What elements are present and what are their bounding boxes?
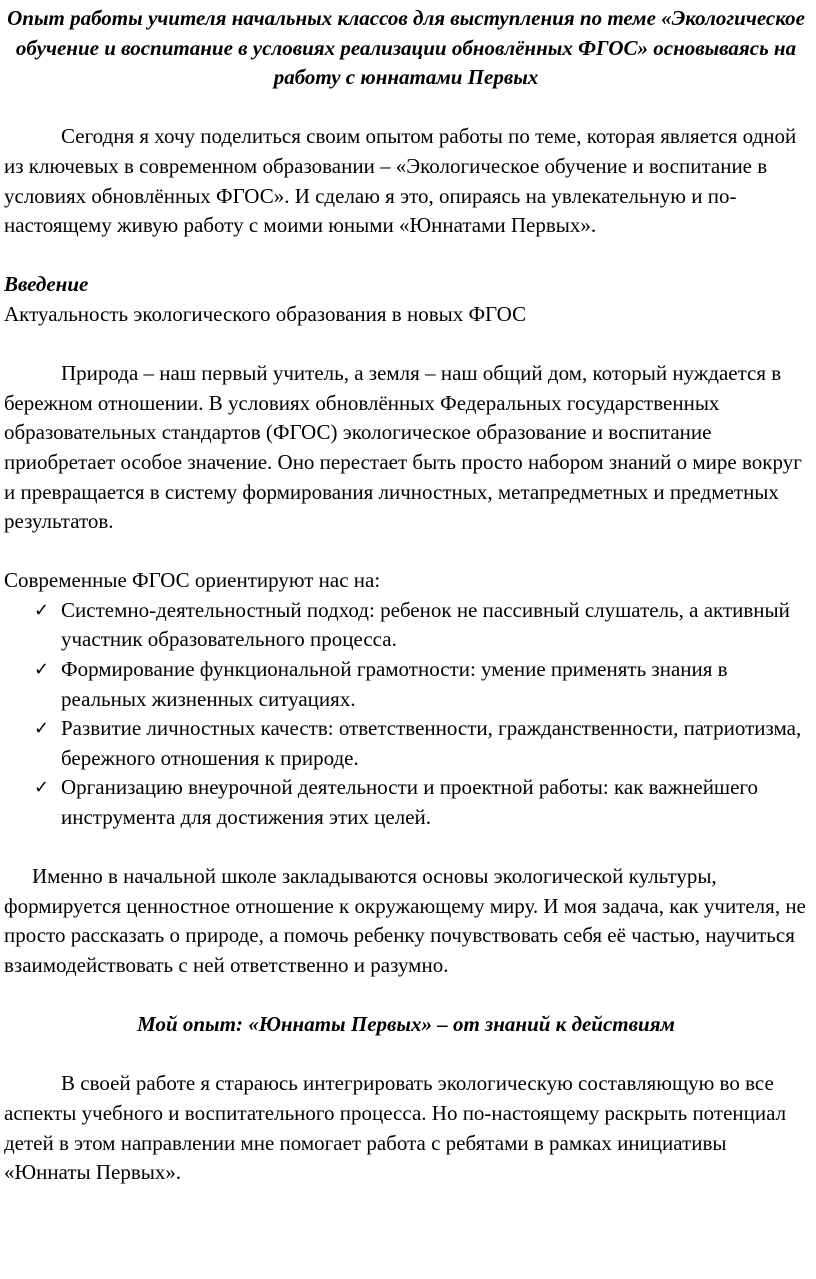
document-title: Опыт работы учителя начальных классов для выступления по теме «Экологическое обучение и воспитание в условиях реализации обновлённых ФГОС» основываясь на работу с юннатами Первых [7, 6, 805, 90]
nature-paragraph: Природа – наш первый учитель, а земля – наш общий дом, который нуждается в бережном отношении. В условиях обновлённых Федеральных государственных образовательных стандартов (ФГОС) экологическое образование и воспитание приобретает особое значение. Оно перестает быть просто набором знаний о мире вокруг и превращается в систему формирования личностных, метапредметных и предметных результатов. [4, 361, 802, 534]
introduction-subheading: Актуальность экологического образования в новых ФГОС [4, 301, 527, 326]
spacer [4, 833, 808, 863]
checkmark-icon: ✓ [34, 659, 50, 681]
checkmark-icon: ✓ [34, 777, 50, 799]
checklist-item [4, 714, 808, 773]
checkmark-icon: ✓ [34, 718, 50, 740]
experience-heading: Мой опыт: «Юннаты Первых» – от знаний к действиям [137, 1012, 675, 1037]
primary-school-paragraph: Именно в начальной школе закладываются основы экологической культуры, формируется ценностное отношение к окружающему миру. И моя задача, как учителя, не просто рассказать о природе, а помочь ребенку почувствовать себя её частью, научиться взаимодействовать с ней ответственно и разумно. [4, 864, 806, 977]
spacer [4, 241, 808, 271]
checkmark-icon: ✓ [34, 599, 50, 621]
spacer [4, 537, 808, 567]
checklist-item-text: Формирование функциональной грамотности: умение применять знания в реальных жизненных ситуациях. [61, 657, 728, 711]
introduction-heading: Введение [4, 272, 89, 297]
spacer [4, 1040, 808, 1070]
fgos-checklist [4, 596, 808, 833]
checklist-item-text: Системно-деятельностный подход: ребенок не пассивный слушатель, а активный участник образовательного процесса. [61, 597, 790, 652]
document-page [0, 4, 816, 1279]
checklist-item-text: Организацию внеурочной деятельности и проектной работы: как важнейшего инструмента для достижения этих целей. [61, 775, 759, 830]
checklist-item [4, 655, 808, 714]
spacer [4, 330, 808, 360]
intro-paragraph: Сегодня я хочу поделиться своим опытом работы по теме, которая является одной из ключевых в современном образовании – «Экологическое обучение и воспитание в условиях обновлённых ФГОС». И сделаю я это, опираясь на увлекательную и по-настоящему живую работу с моими юными «Юннатами Первых». [4, 124, 797, 238]
fgos-intro: Современные ФГОС ориентируют нас на: [4, 568, 381, 593]
checklist-item [4, 596, 808, 655]
spacer [4, 93, 808, 123]
checklist-item-text: Развитие личностных качеств: ответственности, гражданственности, патриотизма, бережного отношения к природе. [61, 716, 802, 770]
spacer [4, 981, 808, 1011]
checklist-item [4, 773, 808, 832]
experience-paragraph: В своей работе я стараюсь интегрировать экологическую составляющую во все аспекты учебного и воспитательного процесса. Но по-настоящему раскрыть потенциал детей в этом направлении мне помогает работа с ребятами в рамках инициативы «Юннаты Первых». [4, 1071, 787, 1185]
